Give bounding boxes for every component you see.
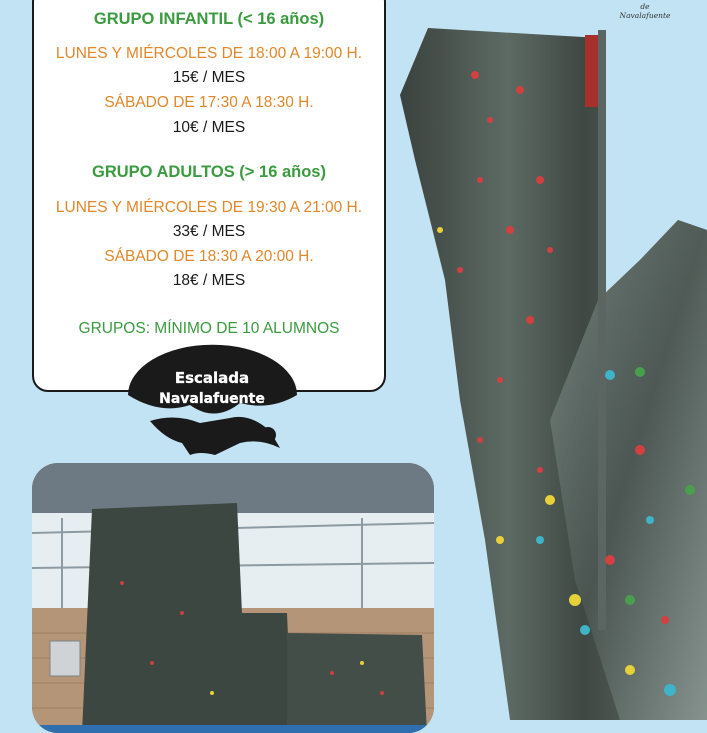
- gym-photo-illustration: [32, 463, 434, 733]
- group-infantil-title: GRUPO INFANTIL (< 16 años): [93, 10, 325, 28]
- adultos-weekday-schedule: LUNES Y MIÉRCOLES DE 19:30 A 21:00 H.: [55, 199, 363, 216]
- infantil-saturday-price: 10€ / MES: [172, 119, 246, 136]
- climbing-wall-image: [390, 20, 707, 720]
- infantil-weekday-price: 15€ / MES: [172, 69, 246, 86]
- credit-line-1: de: [640, 2, 650, 11]
- infantil-weekday-schedule: LUNES Y MIÉRCOLES DE 18:00 A 19:00 H.: [55, 45, 363, 62]
- logo-line-2: Navalafuente: [159, 391, 265, 407]
- photo-credit: [605, 2, 685, 20]
- credit-line-2: Navalafuente: [619, 11, 671, 20]
- logo-line-1: Escalada: [174, 369, 250, 387]
- schedule-panel: [32, 0, 386, 392]
- adultos-weekday-price: 33€ / MES: [172, 223, 246, 240]
- adultos-saturday-schedule: SÁBADO DE 18:30 A 20:00 H.: [104, 248, 314, 265]
- minimum-students-note: GRUPOS: MÍNIMO DE 10 ALUMNOS: [78, 320, 340, 337]
- gym-photo: [32, 463, 434, 733]
- group-adultos-title: GRUPO ADULTOS (> 16 años): [92, 163, 326, 181]
- infantil-saturday-schedule: SÁBADO DE 17:30 A 18:30 H.: [104, 94, 314, 111]
- adultos-saturday-price: 18€ / MES: [172, 272, 246, 289]
- escalada-logo: [120, 343, 305, 463]
